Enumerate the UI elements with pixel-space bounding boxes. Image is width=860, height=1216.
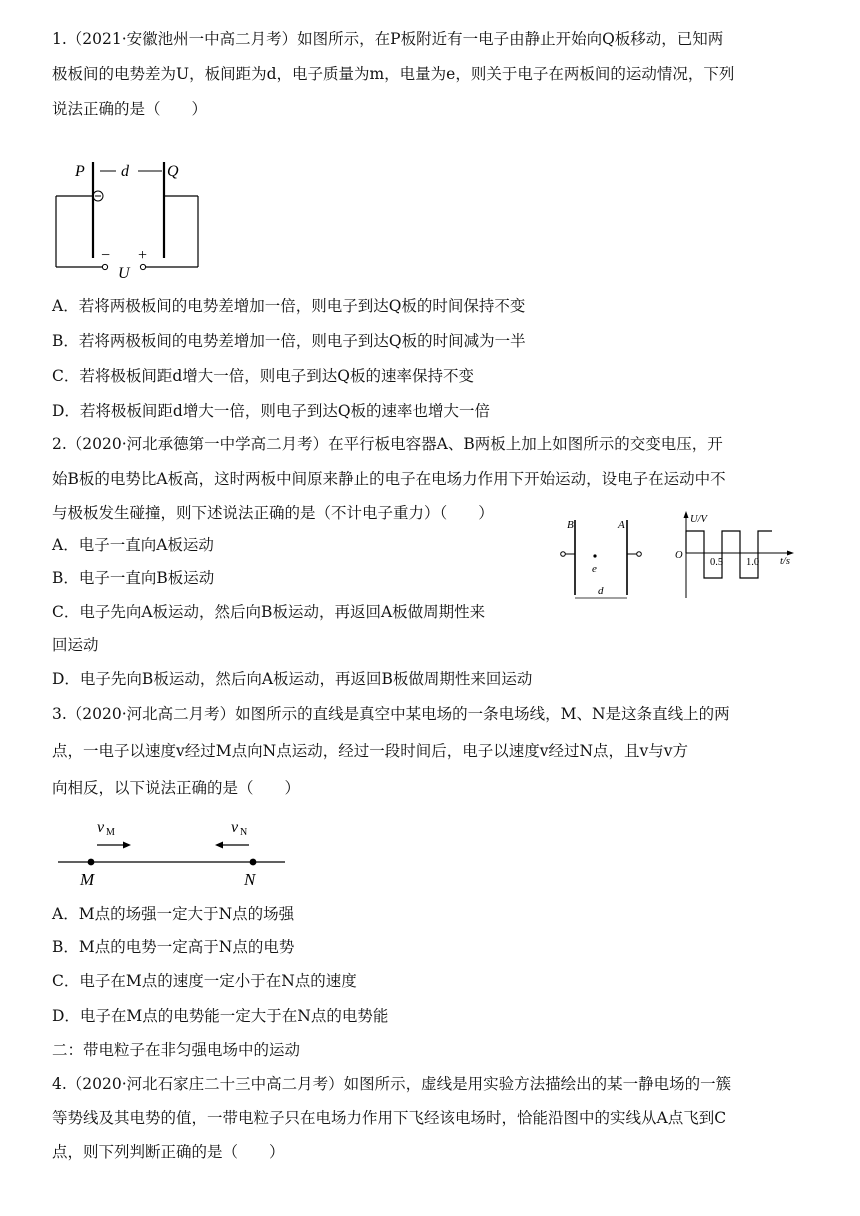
q1-option-d: D．若将极板间距d增大一倍，则电子到达Q板的速率也增大一倍 xyxy=(52,402,491,420)
q4-stem-line-3: 点，则下列判断正确的是（ ） xyxy=(52,1143,285,1161)
square-wave xyxy=(686,531,772,578)
q4-stem-line-2: 等势线及其电势的值，一带电粒子只在电场力作用下飞经该电场时，恰能沿图中的实线从A点飞到C xyxy=(52,1109,727,1127)
q2-option-c: C．电子先向A板运动，然后向B板运动，再返回A板做周期性来 xyxy=(52,603,486,621)
q1-option-c: C．若将极板间距d增大一倍，则电子到达Q板的速率保持不变 xyxy=(52,367,474,385)
label-vn: v xyxy=(231,819,239,836)
label-plus: + xyxy=(138,247,148,264)
q3-option-c: C．电子在M点的速度一定小于在N点的速度 xyxy=(52,972,357,990)
tick-label-1: 0.5 xyxy=(710,557,724,568)
q3-option-d: D．电子在M点的电势能一定大于在N点的电势能 xyxy=(52,1007,389,1025)
q2-stem-line-2: 始B板的电势比A板高，这时两板中间原来静止的电子在电场力作用下开始运动，设电子在运动中不 xyxy=(52,470,726,488)
q2-voltage-graph xyxy=(670,508,800,603)
q3-stem-line-2: 点，一电子以速度v经过M点向N点运动，经过一段时间后，电子以速度v经过N点，且v与v方 xyxy=(52,742,689,760)
q2-stem-line-3: 与极板发生碰撞，则下述说法正确的是（不计电子重力）（ ） xyxy=(52,504,494,522)
label-minus: − xyxy=(101,247,111,264)
q1-capacitor-diagram xyxy=(50,156,210,282)
section-heading: 二：带电粒子在非匀强电场中的运动 xyxy=(52,1041,301,1059)
label-u: U xyxy=(118,265,130,282)
q1-stem-line-3: 说法正确的是（ ） xyxy=(52,100,208,118)
q1-option-b: B．若将两极板间的电势差增加一倍，则电子到达Q板的时间减为一半 xyxy=(52,332,526,350)
label-vm: v xyxy=(97,819,105,836)
q2-option-c-continued: 回运动 xyxy=(52,636,99,654)
q1-stem-line-1: 1.（2021·安徽池州一中高二月考）如图所示，在P板附近有一电子由静止开始向Q板移动，已知两 xyxy=(52,30,724,48)
q3-stem-line-1: 3.（2020·河北高二月考）如图所示的直线是真空中某电场的一条电场线，M、N是这条直线上的两 xyxy=(52,705,730,723)
point-n xyxy=(250,859,257,866)
q2-option-b: B．电子一直向B板运动 xyxy=(52,569,215,587)
label-q: Q xyxy=(167,163,179,180)
q4-stem-line-1: 4.（2020·河北石家庄二十三中高二月考）如图所示，虚线是用实验方法描绘出的某一静电场的一簇 xyxy=(52,1075,732,1093)
label-p: P xyxy=(75,163,85,180)
label-vn-sub: N xyxy=(240,827,248,838)
q1-option-a: A．若将两极板间的电势差增加一倍，则电子到达Q板的时间保持不变 xyxy=(52,297,526,315)
q1-stem-line-2: 极板间的电势差为U，板间距为d，电子质量为m，电量为e，则关于电子在两板间的运动情况，下列 xyxy=(52,65,735,83)
label-a: A xyxy=(618,519,625,531)
label-m: M xyxy=(80,870,95,889)
label-e: e xyxy=(592,563,597,575)
electron-dot xyxy=(593,554,596,557)
q2-option-a: A．电子一直向A板运动 xyxy=(52,536,214,554)
q3-field-line-diagram xyxy=(55,815,295,890)
q2-option-d: D．电子先向B板运动，然后向A板运动，再返回B板做周期性来回运动 xyxy=(52,670,533,688)
axis-xlabel: t/s xyxy=(780,556,790,567)
label-d: d xyxy=(121,163,129,180)
label-vm-sub: M xyxy=(106,827,115,838)
q3-option-a: A．M点的场强一定大于N点的场强 xyxy=(52,905,295,923)
axis-origin: O xyxy=(675,550,683,561)
q2-stem-line-1: 2.（2020·河北承德第一中学高二月考）在平行板电容器A、B两板上加上如图所示的交变电压，开 xyxy=(52,435,723,453)
terminal-plus xyxy=(140,264,145,269)
tick-label-2: 1.0 xyxy=(746,557,760,568)
label-n: N xyxy=(244,870,256,889)
label-b: B xyxy=(567,519,574,531)
q3-stem-line-3: 向相反，以下说法正确的是（ ） xyxy=(52,779,301,797)
terminal-minus xyxy=(102,264,107,269)
axis-ylabel: U/V xyxy=(690,514,707,525)
point-m xyxy=(88,859,95,866)
q3-option-b: B．M点的电势一定高于N点的电势 xyxy=(52,938,295,956)
label-d: d xyxy=(598,585,604,597)
